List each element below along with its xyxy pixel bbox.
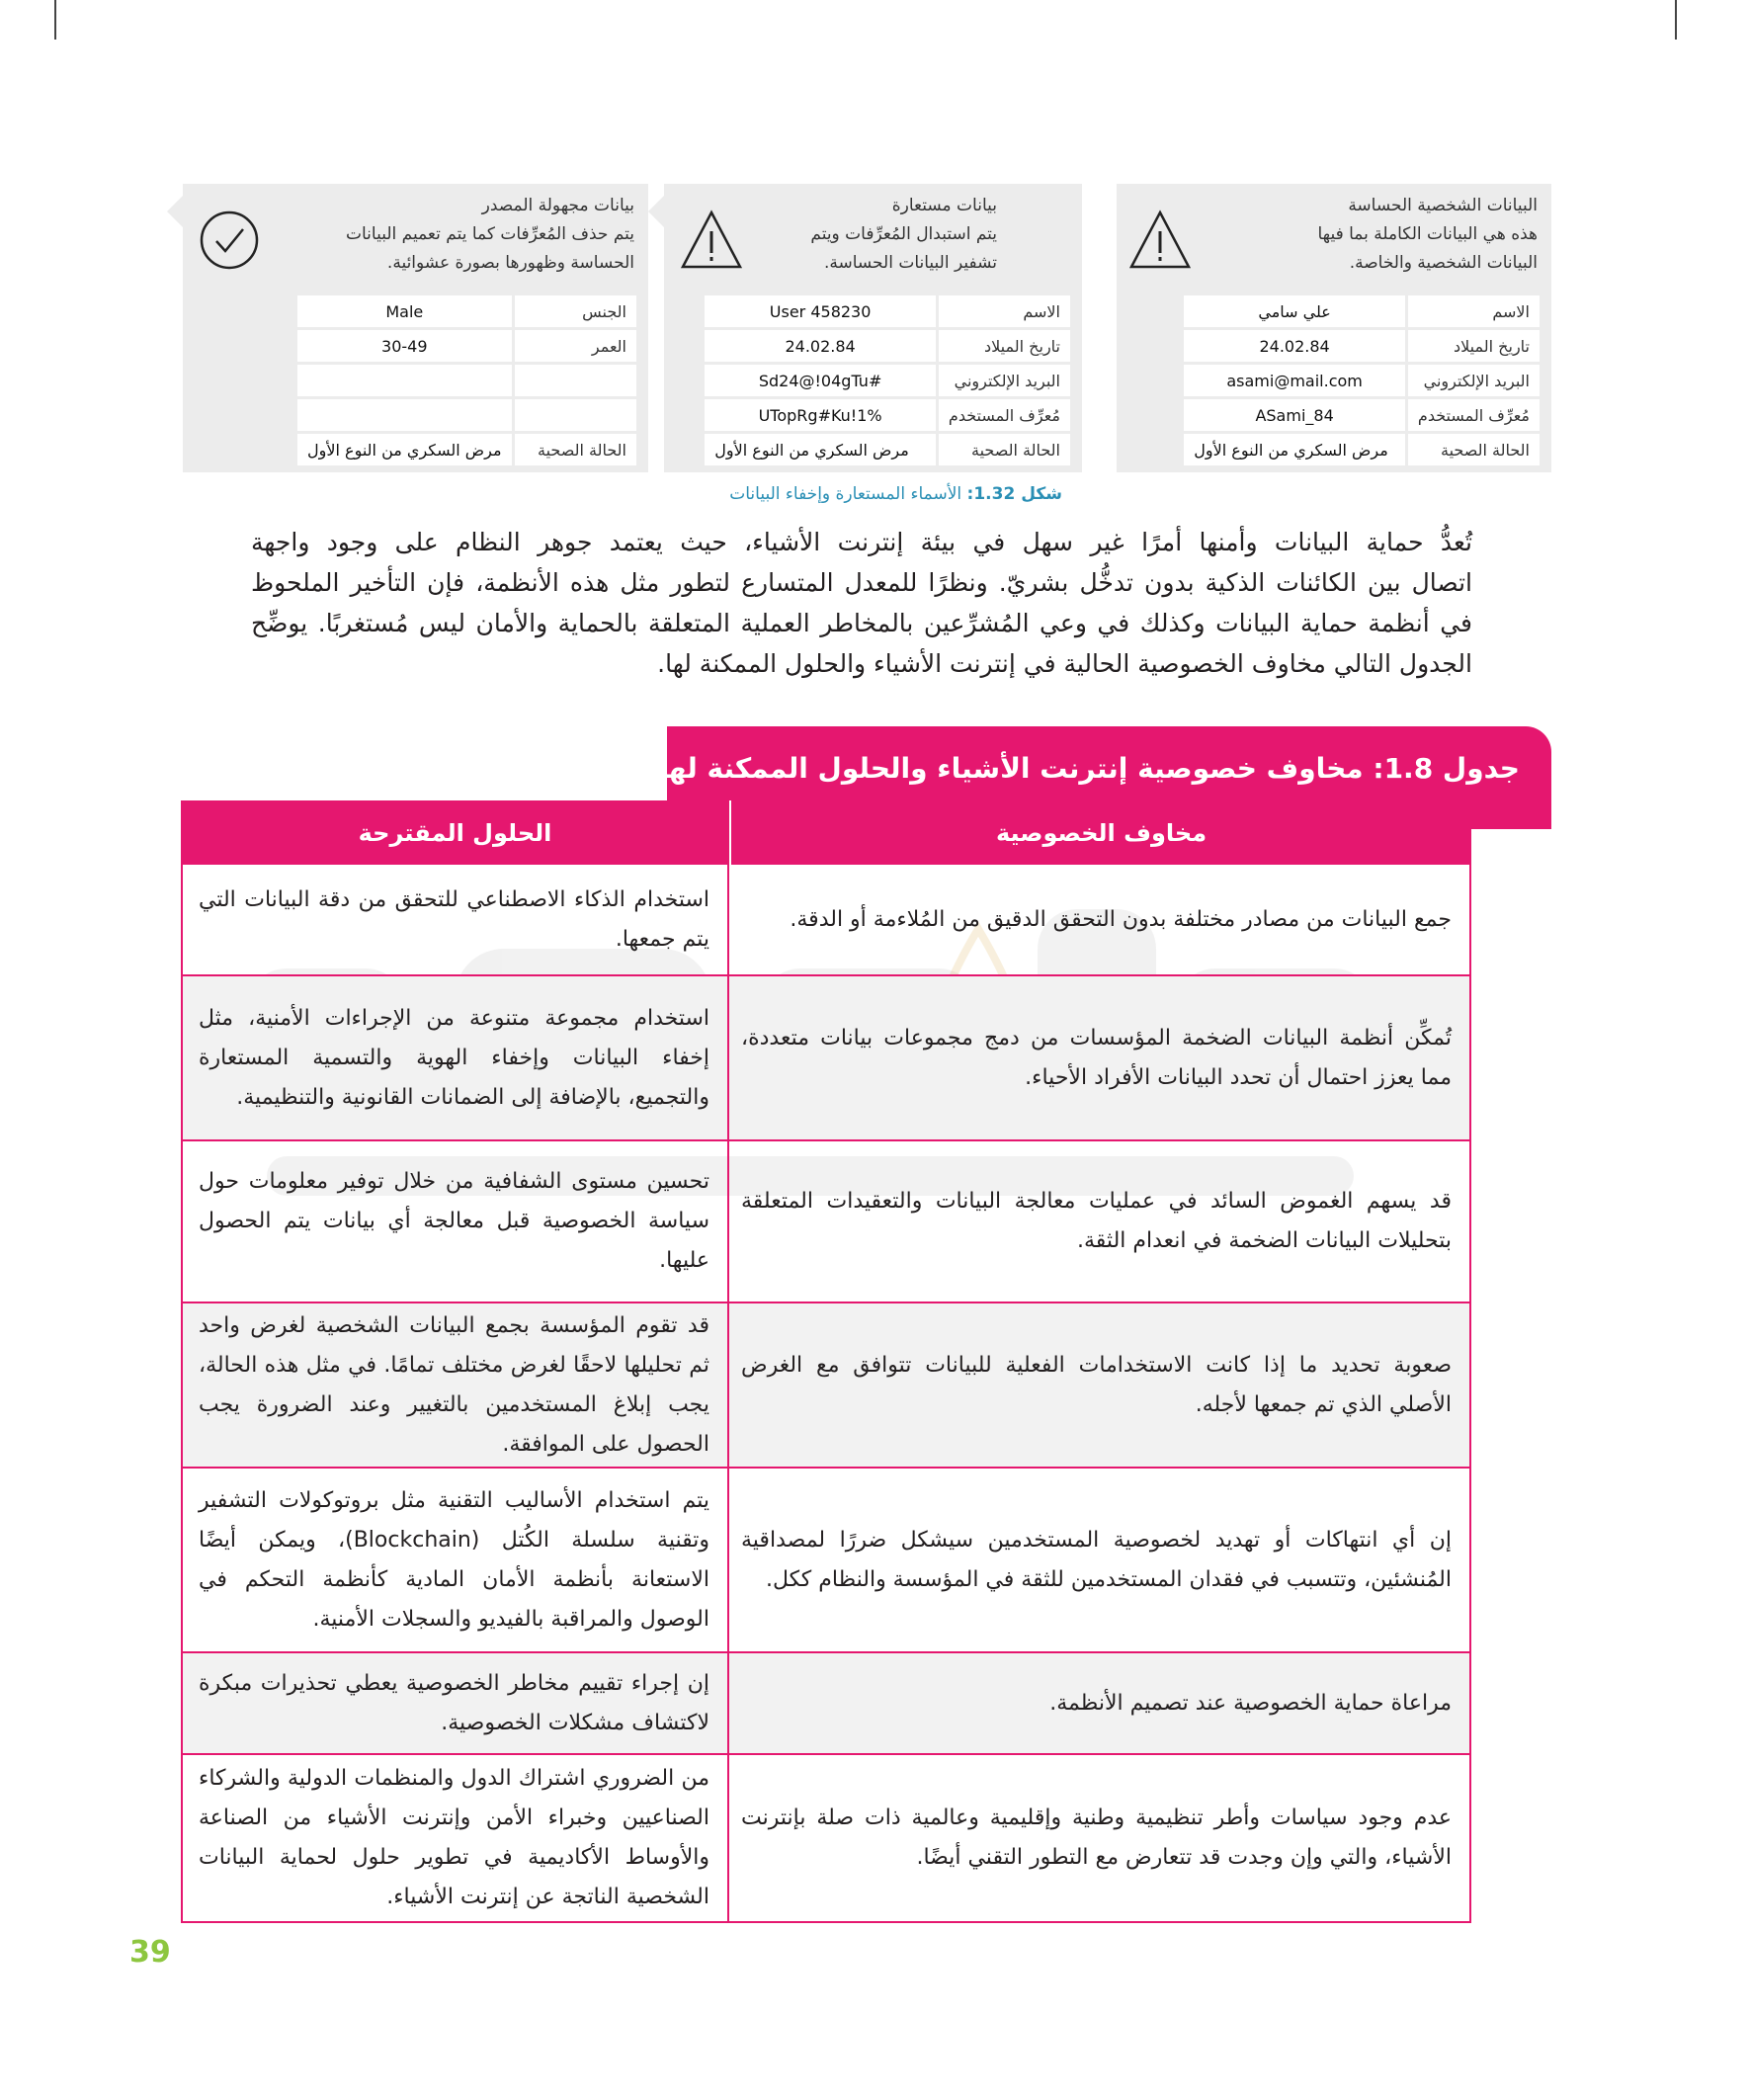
field-value: %UTopRg#Ku!1 xyxy=(705,399,939,431)
card-table xyxy=(297,293,636,468)
concern-cell: عدم وجود سياسات وأطر تنظيمية وطنية وإقليمية وعالمية ذات صلة بإنترنت الأشياء، والتي وإن وجدت قد تتعارض مع التطور التقني أيضًا. xyxy=(741,1806,1452,1870)
solution-cell: يتم استخدام الأساليب التقنية مثل بروتوكولات التشفير وتقنية سلسلة الكُتل (Blockchain)، ويمكن أيضًا الاستعانة بأنظمة الأمان المادية كأنظمة التحكم في الوصول والمراقبة بالفيديو والسجلات الأمنية. xyxy=(199,1487,709,1632)
card-title: البيانات الشخصية الحساسة xyxy=(1348,196,1538,215)
paragraph-line: اتصال بين الكائنات الذكية بدون تدخُّل بشريّ. ونظرًا للمعدل المتسارع لتطور مثل هذه الأنظمة، فإن التأخير الملحوظ xyxy=(251,568,1472,597)
crop-mark xyxy=(1675,0,1677,40)
field-key xyxy=(515,399,636,431)
field-key xyxy=(515,365,636,396)
page-number: 39 xyxy=(129,1935,171,1970)
body-paragraph xyxy=(251,522,1472,684)
field-value xyxy=(297,365,515,396)
concern-cell: قد يسهم الغموض السائد في عمليات معالجة البيانات والتعقيدات المتعلقة بتحليلات البيانات الضخمة في انعدام الثقة. xyxy=(741,1189,1452,1253)
field-value: مرض السكري من النوع الأول xyxy=(705,434,939,465)
solution-cell: تحسين مستوى الشفافية من خلال توفير معلومات حول سياسة الخصوصية قبل معالجة أي بيانات يتم الحصول عليها. xyxy=(199,1169,709,1273)
table-row xyxy=(181,1469,1471,1653)
field-value: 24.02.84 xyxy=(705,330,939,362)
card-description: يتم استبدال المُعرِّفات ويتم xyxy=(810,224,997,244)
field-key: البريد الإلكتروني xyxy=(939,365,1070,396)
field-value: 30-49 xyxy=(297,330,515,362)
paragraph-line: في أنظمة حماية البيانات وكذلك في وعي المُشرِّعين بالمخاطر العملية المتعلقة بالحماية والأمان ليس مُستغربًا. يوضِّح xyxy=(251,609,1472,637)
field-value: asami@mail.com xyxy=(1184,365,1408,396)
solution-cell: من الضروري اشتراك الدول والمنظمات الدولية والشركاء الصناعيين وخبراء الأمن وإنترنت الأشياء من الصناعة والأوساط الأكاديمية في تطوير حلول لحماية البيانات الشخصية الناتجة عن إنترنت الأشياء. xyxy=(199,1766,709,1909)
field-value: ASami_84 xyxy=(1184,399,1408,431)
card-description: البيانات الشخصية والخاصة. xyxy=(1349,253,1538,273)
card-description: تشفير البيانات الحساسة. xyxy=(823,253,997,273)
warning-icon xyxy=(680,210,743,275)
card-description: الحساسة وظهورها بصورة عشوائية. xyxy=(386,253,634,273)
field-key: تاريخ الميلاد xyxy=(939,330,1070,362)
table-row xyxy=(181,1303,1471,1469)
field-key: الاسم xyxy=(939,295,1070,327)
figure-caption-text: الأسماء المستعارة وإخفاء البيانات xyxy=(729,484,962,504)
card-title: بيانات مستعارة xyxy=(891,196,997,215)
column-header-concerns: مخاوف الخصوصية xyxy=(729,800,1471,865)
field-key: البريد الإلكتروني xyxy=(1408,365,1540,396)
field-value: علي سامي xyxy=(1184,295,1408,327)
table-row xyxy=(181,1755,1471,1923)
field-value: مرض السكري من النوع الأول xyxy=(297,434,515,465)
card-table xyxy=(1184,293,1540,468)
field-key: الحالة الصحية xyxy=(939,434,1070,465)
field-value: مرض السكري من النوع الأول xyxy=(1184,434,1408,465)
figure-card-anonymised xyxy=(183,184,648,472)
card-title: بيانات مجهولة المصدر xyxy=(481,196,634,215)
field-key: الجنس xyxy=(515,295,636,327)
solution-cell: استخدام الذكاء الاصطناعي للتحقق من دقة البيانات التي يتم جمعها. xyxy=(199,886,709,952)
field-key: الحالة الصحية xyxy=(1408,434,1540,465)
field-key: مُعرِّف المستخدم xyxy=(1408,399,1540,431)
column-header-solutions: الحلول المقترحة xyxy=(358,818,552,847)
card-table xyxy=(705,293,1070,468)
table-title: جدول 1.8: مخاوف خصوصية إنترنت الأشياء والحلول الممكنة لها xyxy=(658,752,1520,785)
privacy-table xyxy=(181,800,1471,1923)
table-row xyxy=(181,865,1471,976)
field-value: Male xyxy=(297,295,515,327)
solution-cell: استخدام مجموعة متنوعة من الإجراءات الأمنية، مثل إخفاء البيانات وإخفاء الهوية والتسمية المستعارة والتجميع، بالإضافة إلى الضمانات القانونية والتنظيمية. xyxy=(199,1005,709,1110)
table-row xyxy=(181,1141,1471,1303)
field-value: #Sd24@!04gTu xyxy=(705,365,939,396)
figure-caption-label: شكل 1.32: xyxy=(966,484,1062,504)
card-notch xyxy=(167,196,183,227)
paragraph-line: تُعدُّ حماية البيانات وأمنها أمرًا غير سهل في بيئة إنترنت الأشياء، حيث يعتمد جوهر النظام على وجود واجهة xyxy=(251,528,1472,556)
concern-cell: تُمكِّن أنظمة البيانات الضخمة المؤسسات من دمج مجموعات بيانات متعددة، مما يعزز احتمال أن تحدد البيانات الأفراد الأحياء. xyxy=(741,1025,1452,1090)
field-value: 24.02.84 xyxy=(1184,330,1408,362)
paragraph-line: الجدول التالي مخاوف الخصوصية الحالية في إنترنت الأشياء والحلول الممكنة لها. xyxy=(657,649,1472,678)
field-key: تاريخ الميلاد xyxy=(1408,330,1540,362)
concern-cell: صعوبة تحديد ما إذا كانت الاستخدامات الفعلية للبيانات تتوافق مع الغرض الأصلي الذي تم جمعها لأجله. xyxy=(741,1352,1452,1417)
field-value: User 458230 xyxy=(705,295,939,327)
crop-mark xyxy=(54,0,56,40)
card-description: هذه هي البيانات الكاملة بما فيها xyxy=(1317,224,1538,244)
field-key: مُعرِّف المستخدم xyxy=(939,399,1070,431)
concern-cell: جمع البيانات من مصادر مختلفة بدون التحقق الدقيق من المُلاءمة أو الدقة. xyxy=(790,906,1452,932)
figure-caption xyxy=(729,484,1062,504)
concern-cell: إن أي انتهاكات أو تهديد لخصوصية المستخدمين سيشكل ضررًا لمصداقية المُنشئين، وتتسبب في فقدان المستخدمين للثقة في المؤسسة والنظام ككل. xyxy=(741,1527,1452,1592)
card-description: يتم حذف المُعرِّفات كما يتم تعميم البيانات xyxy=(345,224,634,244)
field-value xyxy=(297,399,515,431)
solution-cell: إن إجراء تقييم مخاطر الخصوصية يعطي تحذيرات مبكرة لاكتشاف مشكلات الخصوصية. xyxy=(199,1670,709,1735)
figure-card-sensitive xyxy=(1117,184,1551,472)
field-key: الحالة الصحية xyxy=(515,434,636,465)
table-header xyxy=(181,800,1471,865)
check-circle-icon xyxy=(199,210,260,275)
field-key: الاسم xyxy=(1408,295,1540,327)
card-notch xyxy=(648,196,664,227)
field-key: العمر xyxy=(515,330,636,362)
solution-cell: قد تقوم المؤسسة بجمع البيانات الشخصية لغرض واحد ثم تحليلها لاحقًا لغرض مختلف تمامًا. في مثل هذه الحالة، يجب إبلاغ المستخدمين بالتغيير وعند الضرورة يجب الحصول على الموافقة. xyxy=(199,1312,709,1457)
warning-icon xyxy=(1128,210,1192,275)
figure-card-pseudonymised xyxy=(664,184,1082,472)
table-row xyxy=(181,976,1471,1141)
concern-cell: مراعاة حماية الخصوصية عند تصميم الأنظمة. xyxy=(1049,1690,1452,1716)
table-row xyxy=(181,1653,1471,1755)
